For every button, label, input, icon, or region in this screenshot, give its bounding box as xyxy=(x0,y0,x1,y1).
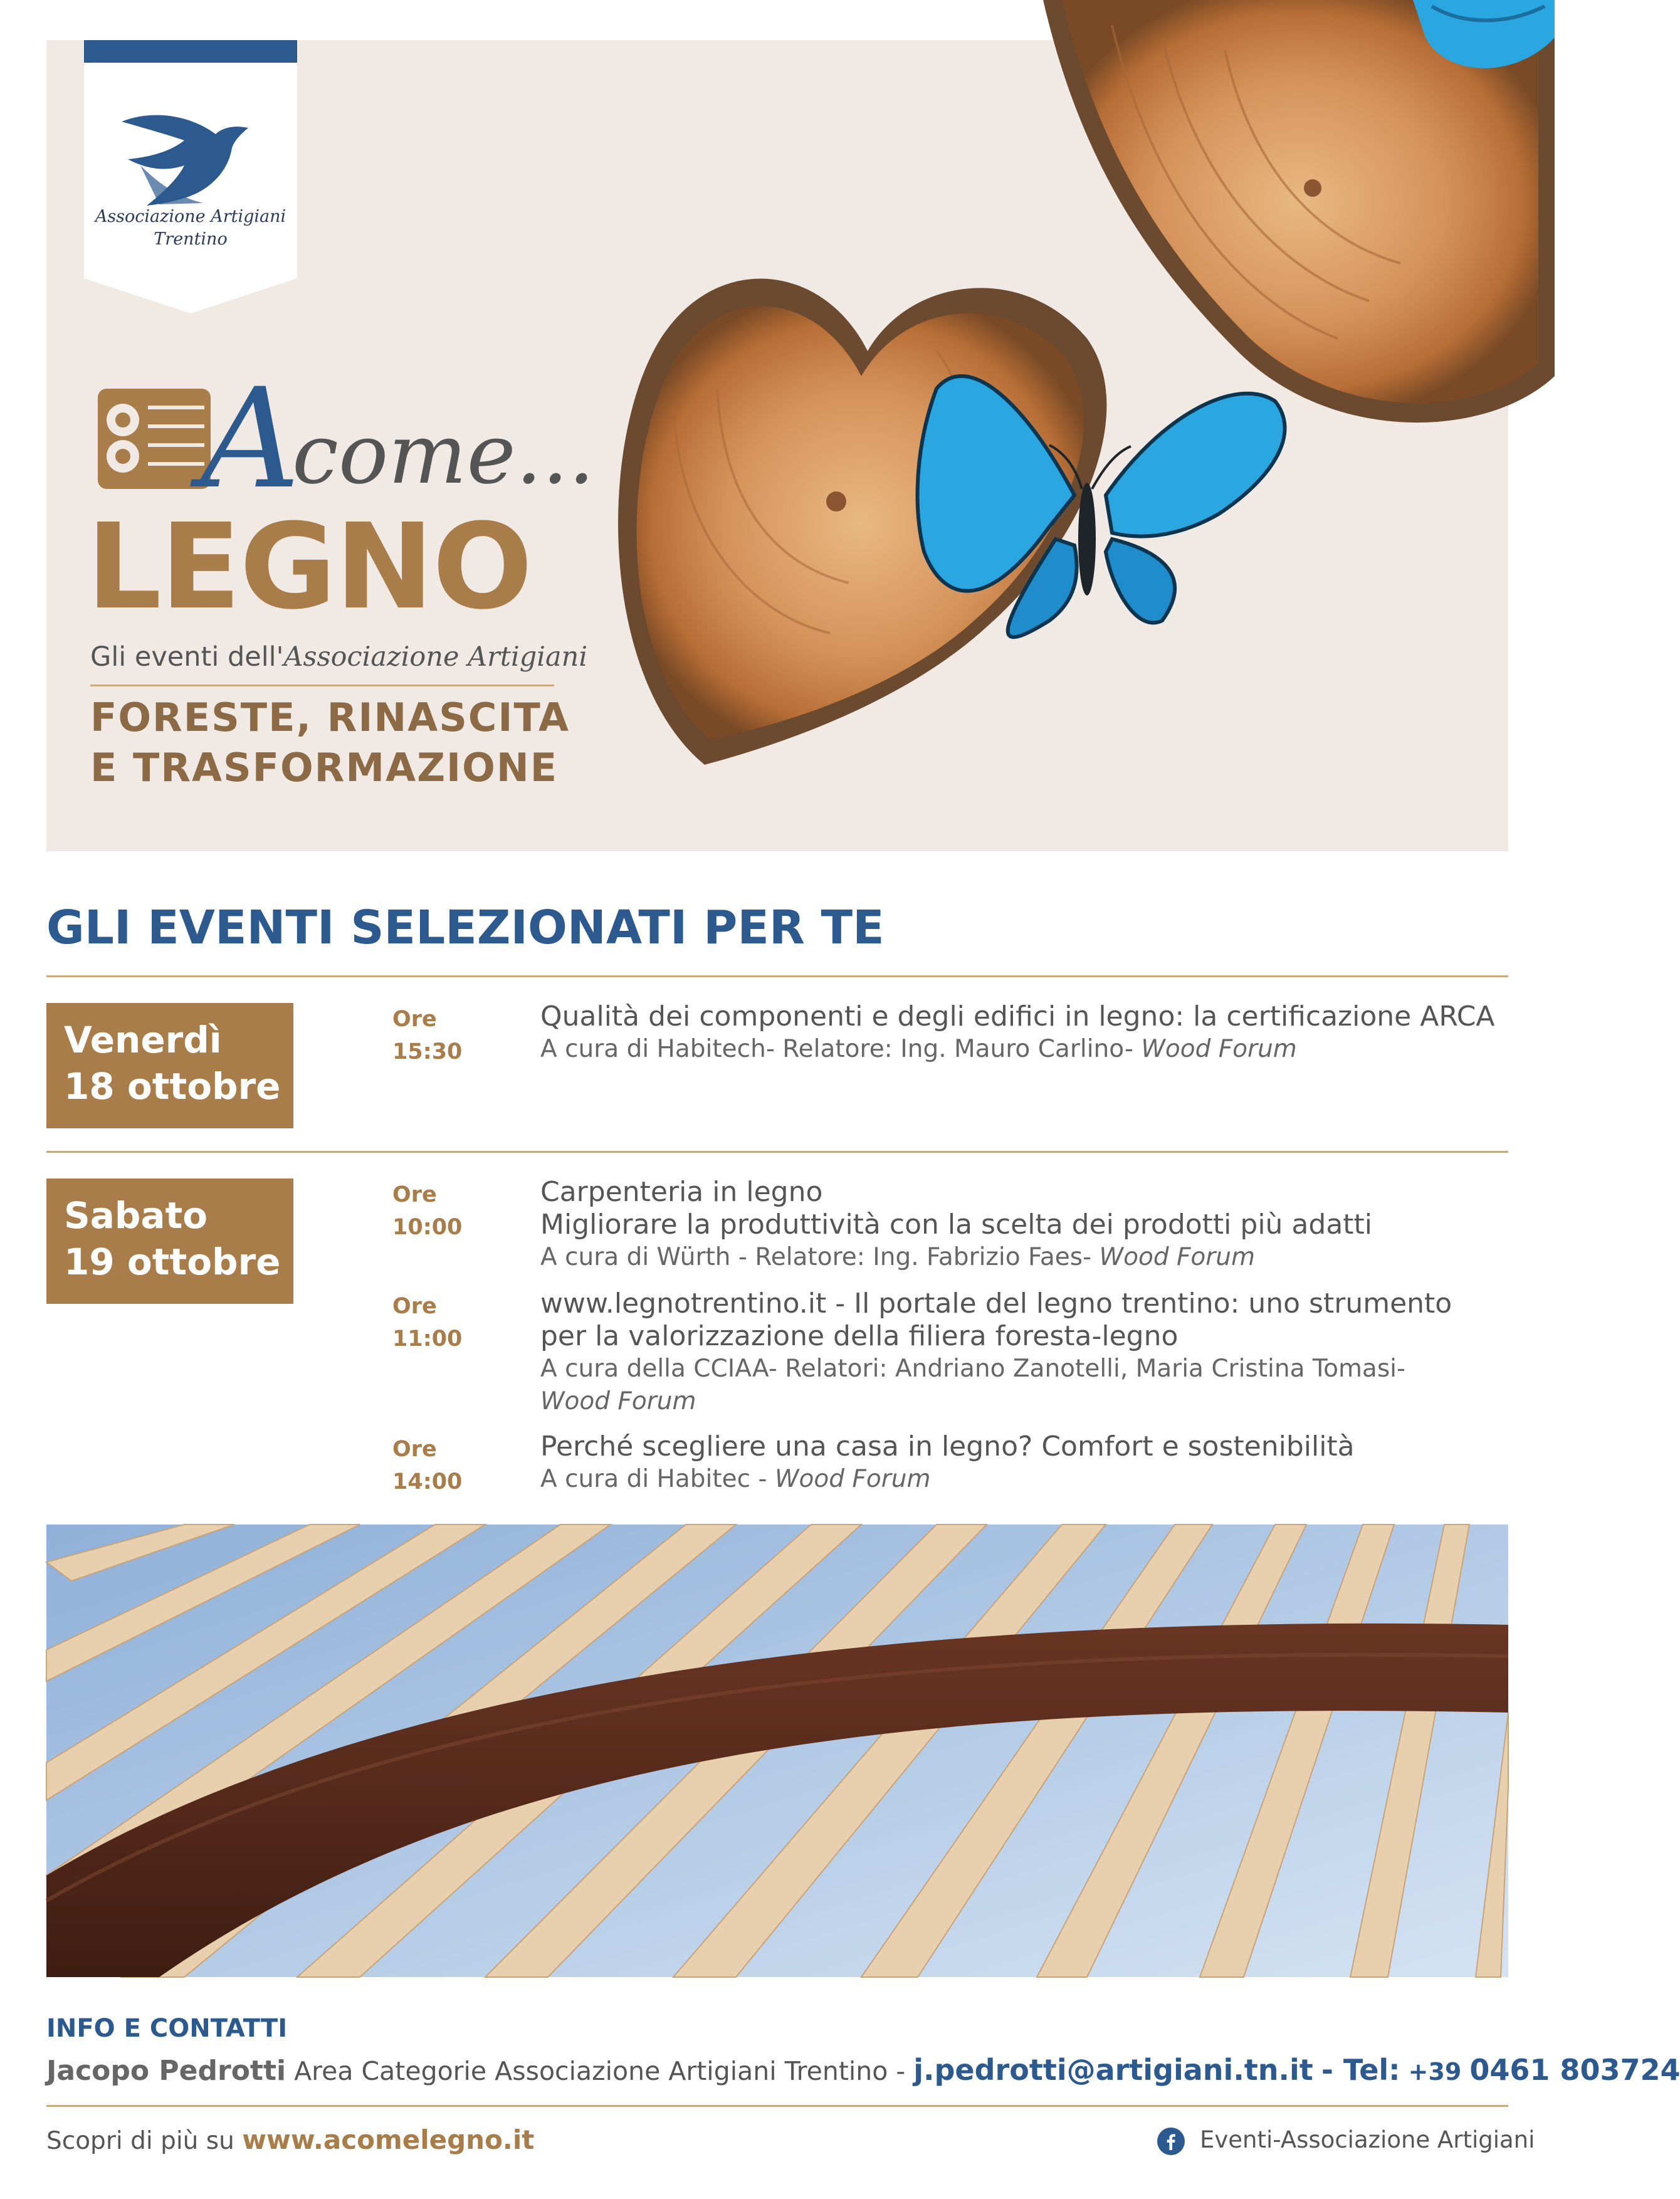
event-venue: Wood Forum xyxy=(540,1387,696,1415)
event-item xyxy=(540,1176,1506,1274)
event-subtitle: Migliorare la produttività con la scelta dei prodotti più adatti xyxy=(540,1209,1373,1241)
day-box-friday xyxy=(46,1003,293,1128)
event-meta: A cura della CCIAA- Relatori: Andriano Zanotelli, Maria Cristina Tomasi- xyxy=(540,1355,1406,1383)
event-meta: A cura di Würth - Relatore: Ing. Fabrizio Faes- Wood Forum xyxy=(540,1243,1256,1271)
event-item xyxy=(540,1288,1506,1418)
tel-label: - Tel: xyxy=(1321,2053,1400,2087)
event-time: Ore 11:00 xyxy=(392,1294,463,1351)
contact-line xyxy=(46,2050,1680,2092)
logo-tagline xyxy=(90,693,570,793)
contact-role: Area Categorie Associazione Artigiani Trentino - xyxy=(294,2056,906,2086)
section-title: GLI EVENTI SELEZIONATI PER TE xyxy=(46,901,885,955)
day-date: 18 ottobre xyxy=(64,1065,281,1108)
divider-middle xyxy=(46,1151,1508,1153)
day-date: 19 ottobre xyxy=(64,1241,281,1283)
event-time: Ore 14:00 xyxy=(392,1437,463,1494)
divider-top xyxy=(46,975,1508,977)
website-link[interactable]: www.acomelegno.it xyxy=(242,2124,535,2155)
logo-legno: LEGNO xyxy=(87,498,532,636)
day-name: Venerdì xyxy=(64,1019,222,1061)
wood-logs-icon xyxy=(92,382,217,495)
tagline-line1: FORESTE, RINASCITA xyxy=(90,695,570,740)
org-name xyxy=(84,206,297,251)
contact-name: Jacopo Pedrotti xyxy=(46,2055,286,2087)
day-name: Sabato xyxy=(64,1194,208,1237)
info-title: INFO E CONTATTI xyxy=(46,2014,288,2043)
discover-text: Scopri di più su xyxy=(46,2127,234,2155)
facebook-icon[interactable] xyxy=(1157,2128,1185,2155)
event-item xyxy=(540,1000,1506,1066)
tel-number[interactable]: 0461 803724 xyxy=(1469,2053,1680,2087)
tel-prefix: +39 xyxy=(1408,2058,1462,2086)
tagline-line2: E TRASFORMAZIONE xyxy=(90,745,559,790)
contact-email[interactable]: j.pedrotti@artigiani.tn.it xyxy=(913,2053,1313,2087)
event-title: Qualità dei componenti e degli edifici in legno: la certificazione ARCA xyxy=(540,1000,1495,1032)
pergola-photo xyxy=(46,1525,1508,1977)
logo-divider xyxy=(90,685,554,686)
org-name-line1: Associazione Artigiani xyxy=(95,207,286,226)
event-title: Carpenteria in legno xyxy=(540,1176,823,1208)
discover-line xyxy=(46,2121,534,2160)
org-badge xyxy=(84,40,297,313)
event-time: Ore 10:00 xyxy=(392,1182,463,1240)
event-title: www.legnotrentino.it - Il portale del legno trentino: uno strumento xyxy=(540,1288,1452,1320)
event-time: Ore 15:30 xyxy=(392,1007,463,1064)
divider-footer xyxy=(46,2105,1508,2107)
org-name-line2: Trentino xyxy=(154,229,228,249)
event-meta: A cura di Habitech- Relatore: Ing. Mauro Carlino- Wood Forum xyxy=(540,1035,1297,1063)
logo-come: come... xyxy=(292,406,595,503)
day-box-saturday xyxy=(46,1178,293,1304)
logo-subtitle: Gli eventi dell'Associazione Artigiani xyxy=(90,641,588,673)
facebook-page-link[interactable]: Eventi-Associazione Artigiani xyxy=(1200,2126,1535,2153)
event-title-cont: per la valorizzazione della filiera foresta-legno xyxy=(540,1320,1179,1352)
event-meta: A cura di Habitec - Wood Forum xyxy=(540,1465,931,1493)
logo-letter-a: A xyxy=(201,359,300,519)
event-item xyxy=(540,1430,1506,1496)
event-title: Perché scegliere una casa in legno? Comfort e sostenibilità xyxy=(540,1430,1355,1462)
